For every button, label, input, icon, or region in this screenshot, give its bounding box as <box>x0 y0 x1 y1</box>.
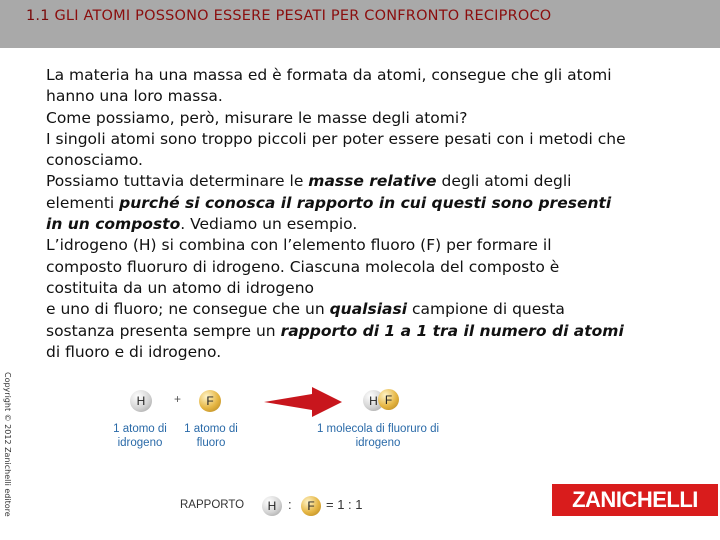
paragraph-4 <box>46 171 626 235</box>
section-title: GLI ATOMI POSSONO ESSERE PESATI PER CONFRONTO RECIPROCO <box>54 8 552 24</box>
copyright-notice <box>0 372 14 537</box>
fluorine-label: 1 atomo di fluoro <box>184 423 238 449</box>
page-title <box>26 7 686 26</box>
ratio-f-symbol: F <box>307 499 315 513</box>
p6-text-c: campione di questa sostanza presenta sempre un <box>46 300 565 340</box>
molecule-h-symbol: H <box>369 393 378 408</box>
p6-text-a: e uno di fluoro; ne consegue che un <box>46 300 330 319</box>
zanichelli-logo <box>552 484 718 516</box>
molecule-fluorine-icon <box>378 389 399 410</box>
hydrogen-symbol: H <box>136 394 146 408</box>
p4-text-a: Possiamo tuttavia determinare le <box>46 172 309 191</box>
paragraph-5: L’idrogeno (H) si combina con l’elemento fluoro (F) per formare il composto fluoruro di idrogeno. Ciascuna molecola del composto è costituita da un atomo di idrogeno <box>46 236 560 297</box>
paragraph-6 <box>46 299 626 363</box>
fluorine-symbol: F <box>206 394 214 408</box>
hydrogen-atom-icon <box>130 390 152 412</box>
ratio-h-symbol: H <box>267 499 277 513</box>
p6-emphasis-ratio: rapporto di 1 a 1 tra il numero di atomi <box>280 321 624 340</box>
molecule-label: 1 molecola di fluoruro di idrogeno <box>316 423 440 449</box>
p6-text-e: di fluoro e di idrogeno. <box>46 342 222 361</box>
hydrogen-label: 1 atomo di idrogeno <box>113 423 167 449</box>
fluorine-atom-icon <box>199 390 221 412</box>
ratio-hydrogen-icon <box>262 496 282 516</box>
p4-text-e: . Vediamo un esempio. <box>180 215 358 234</box>
section-number: 1.1 <box>26 8 50 24</box>
p6-emphasis-any: qualsiasi <box>329 300 408 319</box>
body-text <box>46 65 626 363</box>
plus-sign: + <box>174 392 182 406</box>
p4-emphasis-relative-masses: masse relative <box>308 172 437 191</box>
ratio-result: = 1 : 1 <box>326 497 363 512</box>
p4-emphasis-ratio: purché si conosca il rapporto in cui questi sono presenti in un composto <box>46 193 612 234</box>
molecule-f-symbol: F <box>384 392 393 407</box>
ratio-label: RAPPORTO <box>180 499 245 511</box>
arrow-shape <box>264 387 342 417</box>
paragraph-3: I singoli atomi sono troppo piccoli per poter essere pesati con i metodi che conosciamo. <box>46 129 626 170</box>
ratio-colon: : <box>288 497 292 512</box>
copyright-text: Copyright © 2012 Zanichelli editore <box>3 372 12 517</box>
reaction-arrow-icon <box>262 386 344 418</box>
ratio-fluorine-icon <box>301 496 321 516</box>
p4-text-c: degli atomi degli elementi <box>46 172 572 212</box>
title-bar <box>0 0 720 48</box>
paragraph-1: La materia ha una massa ed è formata da atomi, consegue che gli atomi hanno una loro massa. <box>46 66 612 106</box>
logo-text: ZANICHELLI <box>572 487 698 512</box>
paragraph-2: Come possiamo, però, misurare le masse degli atomi? <box>46 108 468 127</box>
